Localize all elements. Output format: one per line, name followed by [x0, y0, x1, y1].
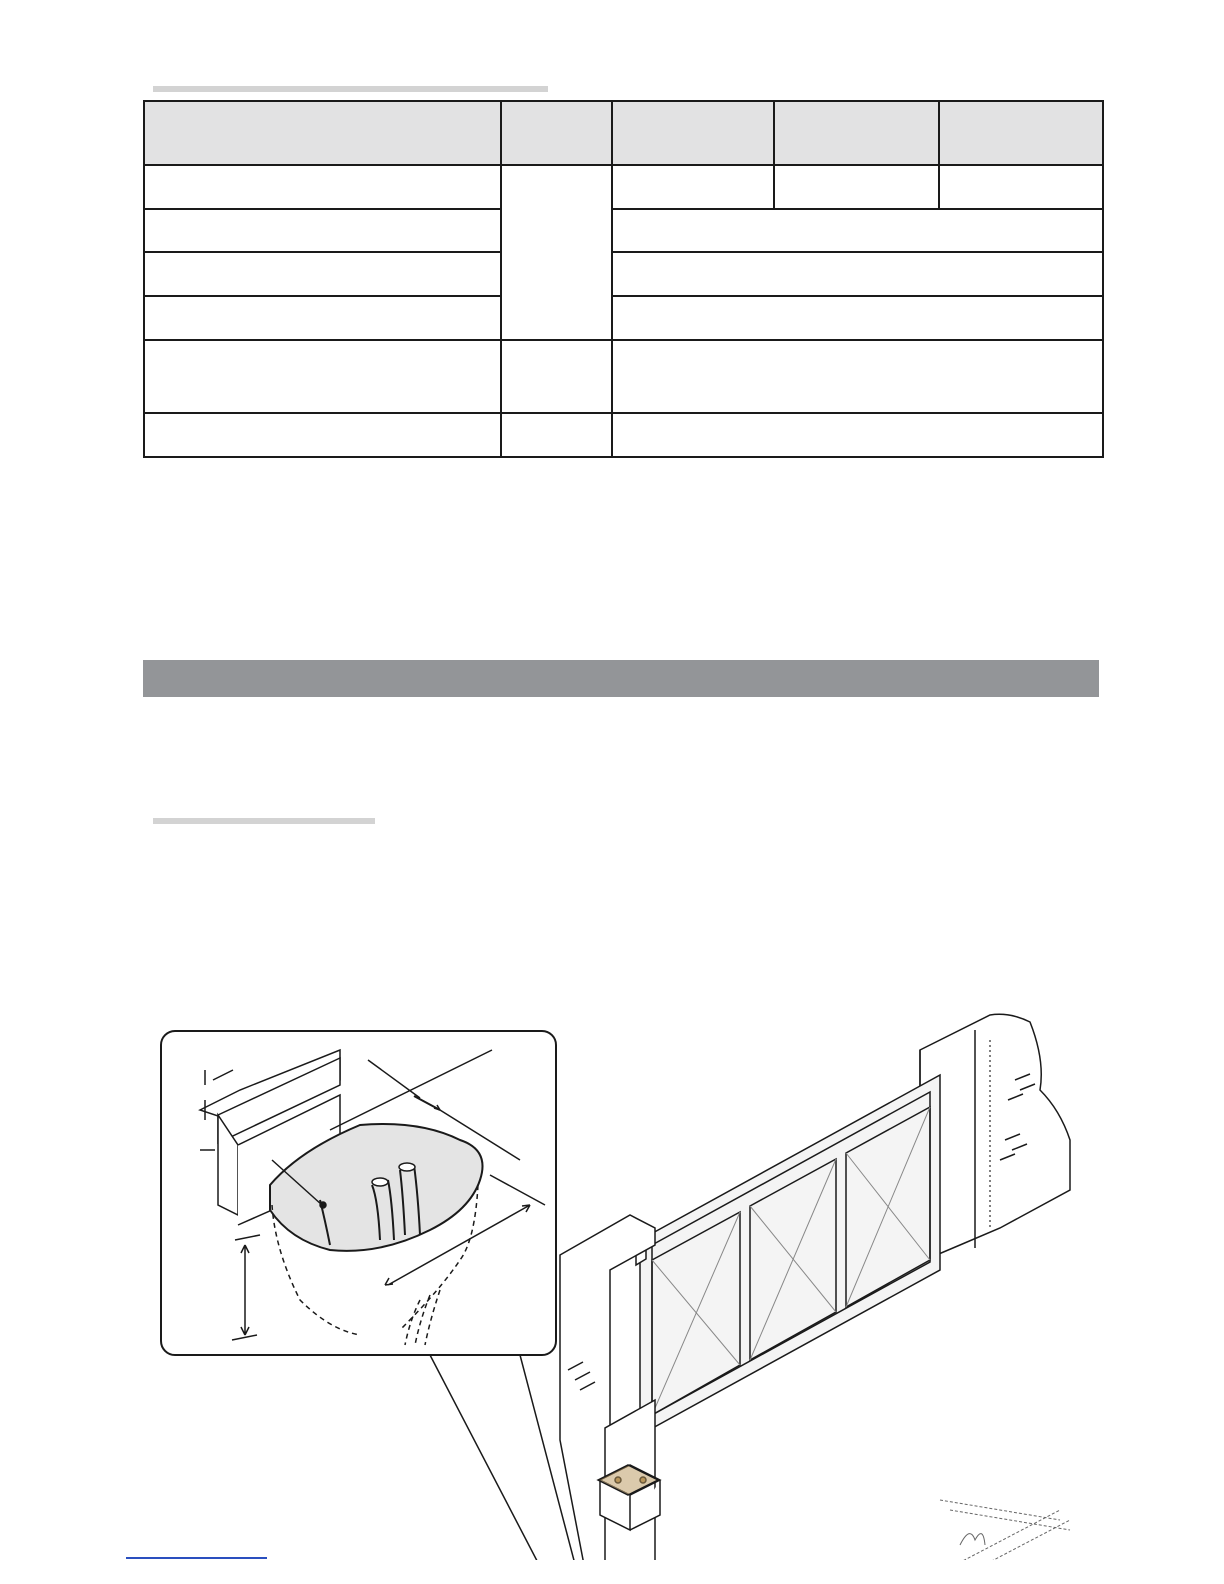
specifications-table — [143, 100, 1104, 458]
table-cell-wide — [612, 296, 1103, 340]
table-row — [144, 252, 1103, 296]
table-cell — [144, 296, 501, 340]
table-cell-wide — [612, 340, 1103, 413]
section-heading-bar — [143, 660, 1099, 697]
table-row — [144, 413, 1103, 457]
header-cell — [501, 101, 612, 165]
table-row — [144, 209, 1103, 253]
table-cell-wide — [612, 252, 1103, 296]
table-cell — [501, 340, 612, 413]
ground-rail — [640, 1500, 1070, 1560]
table-header-row — [144, 101, 1103, 165]
table-cell — [144, 413, 501, 457]
detail-inset — [161, 1031, 556, 1355]
table-cell — [774, 165, 939, 209]
table-cell — [501, 413, 612, 457]
table-cell — [612, 165, 774, 209]
table-cell — [144, 209, 501, 253]
right-wall — [920, 1014, 1070, 1262]
table-cell — [144, 340, 501, 413]
section-divider-mid — [153, 818, 375, 824]
section-divider-top — [153, 86, 548, 92]
table-row — [144, 340, 1103, 413]
table-cell — [144, 252, 501, 296]
sliding-gate — [636, 1075, 940, 1435]
header-cell — [144, 101, 501, 165]
table-cell-wide — [612, 413, 1103, 457]
footer-link-underline — [126, 1557, 267, 1559]
table-cell — [144, 165, 501, 209]
header-cell — [774, 101, 939, 165]
header-cell — [612, 101, 774, 165]
header-cell — [939, 101, 1103, 165]
table-row — [144, 296, 1103, 340]
table-cell — [939, 165, 1103, 209]
table-cell-merged — [501, 165, 612, 340]
table-row — [144, 165, 1103, 209]
gate-installation-illustration — [0, 1000, 1224, 1560]
table-cell-wide — [612, 209, 1103, 253]
